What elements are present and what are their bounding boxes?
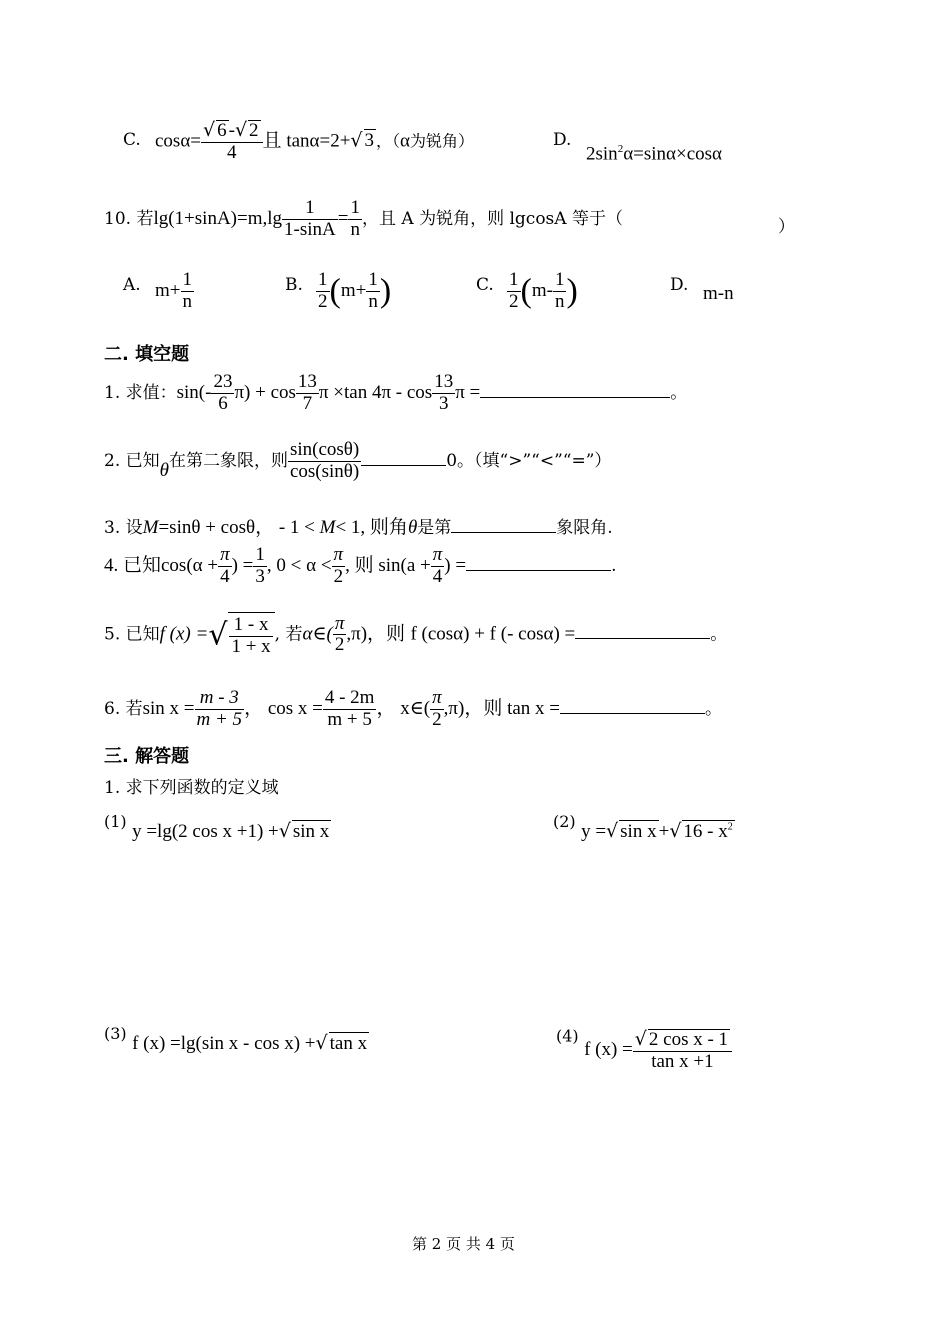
answer-part-2: (2) y =√ sin x +√ $16 - x^2$ xyxy=(553,812,733,842)
option-c-expression: cosα= $\frac{√ 6 -√ 2}{4}$ 且 tanα=2+√ 3 ，（α为锐角） xyxy=(155,119,475,163)
answer-part-1: (1) y =lg(2 cos x +1) +√ sin x xyxy=(104,812,330,842)
q10-option-d-label: D. xyxy=(670,275,689,295)
q10-option-d: m-n xyxy=(703,283,734,304)
answer-part-3: (3) f (x) =lg(sin x - cos x) +√ tan x xyxy=(104,1024,368,1054)
fill-question-3: 3. 设M=sinθ + cosθ， - 1 < M< 1, 则角θ是第 象限角. xyxy=(104,517,613,538)
section-3-heading: 三. 解答题 xyxy=(104,746,190,767)
option-d-expression: $2\sin^2\alpha=\sin\alpha\times\cos\alpha$ xyxy=(586,143,722,165)
question-10: 10. 若lg(1+sinA)=m,lg $\frac{1}{1-\sin A}$ = $\frac{1}{n}$ ，且 A 为锐角，则 lgcosA 等于（ xyxy=(104,197,623,240)
answer-part-4: (4) f (x) = $\frac{\text{√ 2 cos x - 1}}{\text{tan x +1}}$ xyxy=(556,1015,732,1059)
section-2-heading: 二. 填空题 xyxy=(104,344,190,365)
q10-option-b-label: B. xyxy=(285,275,303,295)
fill-question-6: 6. 若sin x = $\frac{m - 3}{m + 5}$ ， cos x = $\frac{4 - 2m}{m + 5}$ ， x∈( $\frac{\pi}{2}$ ,π)，则 tan x = 。 xyxy=(104,687,723,730)
page-footer: 第 2 页 共 4 页 xyxy=(412,1235,515,1253)
fill-question-5: 5. 已知f (x) =√ $\frac{1 - x}{1 + x}$ , 若α∈( $\frac{\pi}{2}$ ,π)，则 f (cosα) + f (- cosα) = 。 xyxy=(104,612,728,657)
q10-option-c-label: C. xyxy=(476,275,494,295)
fill-question-2: 2. 已知θ在第二象限，则 $\frac{\sin(\cos\theta)}{\cos(\sin\theta)}$ 0。（填“>”“<”“=”） xyxy=(104,439,612,482)
fill-question-1: 1. 求值：sin(- $\frac{23}{6}$ π) + cos $\frac{13}{7}$ π ×tan 4π - cos $\frac{13}{3}$ π = 。 xyxy=(104,371,688,414)
option-c-label: C. xyxy=(123,130,141,150)
q10-option-b: $\frac{1}{2}$ (m+ $\frac{1}{n}$ ) xyxy=(318,269,392,312)
q10-option-a: m+ $\frac{1}{n}$ xyxy=(155,269,192,312)
question-10-close: ） xyxy=(778,217,795,237)
answer-question-1-title: 1. 求下列函数的定义域 xyxy=(104,778,279,798)
fill-question-4: 4. 已知cos(α + $\frac{\pi}{4}$ ) = $\frac{1}{3}$ , 0 < α < $\frac{\pi}{2}$ , 则 sin(a + $\frac{\pi}{4}$ ) = . xyxy=(104,544,617,587)
q10-option-c: $\frac{1}{2}$ (m- $\frac{1}{n}$ ) xyxy=(509,269,578,312)
option-d-label: D. xyxy=(553,130,572,150)
q10-option-a-label: A. xyxy=(123,275,141,295)
